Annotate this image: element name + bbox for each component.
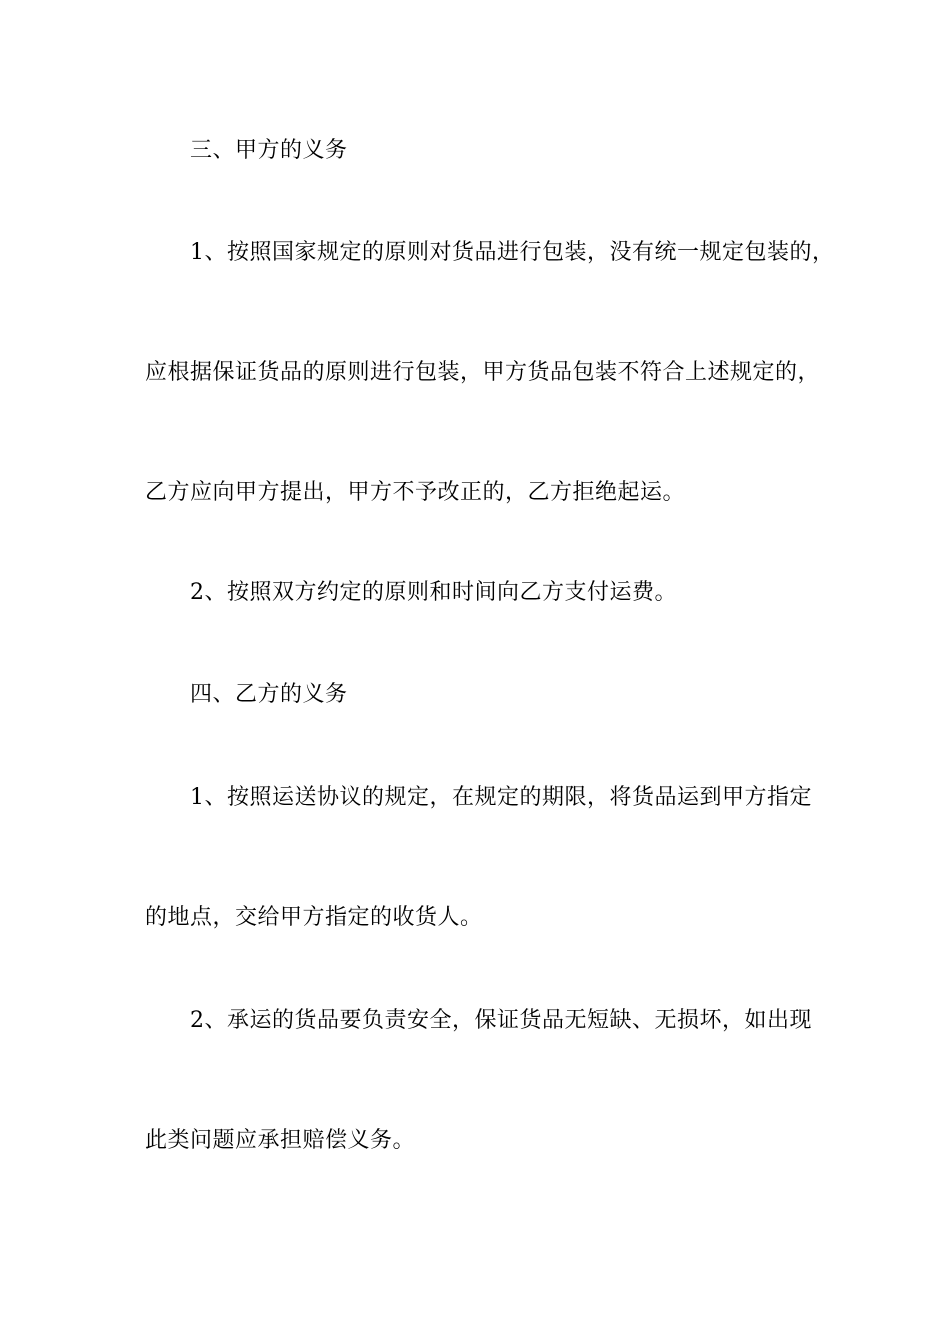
paragraph-line: 的地点，交给甲方指定的收货人。 (145, 905, 483, 930)
paragraph-line: 1、按照运送协议的规定，在规定的期限，将货品运到甲方指定 (190, 785, 812, 810)
paragraph-line: 乙方应向甲方提出，甲方不予改正的，乙方拒绝起运。 (145, 480, 686, 505)
section-heading-party-b-obligations: 四、乙方的义务 (190, 682, 348, 707)
paragraph-line: 2、按照双方约定的原则和时间向乙方支付运费。 (190, 580, 677, 605)
section-heading-party-a-obligations: 三、甲方的义务 (190, 138, 348, 163)
paragraph-line: 此类问题应承担赔偿义务。 (145, 1128, 416, 1153)
paragraph-line: 1、按照国家规定的原则对货品进行包装，没有统一规定包装的， (190, 240, 835, 265)
paragraph-line: 应根据保证货品的原则进行包装，甲方货品包装不符合上述规定的， (145, 360, 821, 385)
paragraph-line: 2、承运的货品要负责安全，保证货品无短缺、无损坏，如出现 (190, 1008, 812, 1033)
